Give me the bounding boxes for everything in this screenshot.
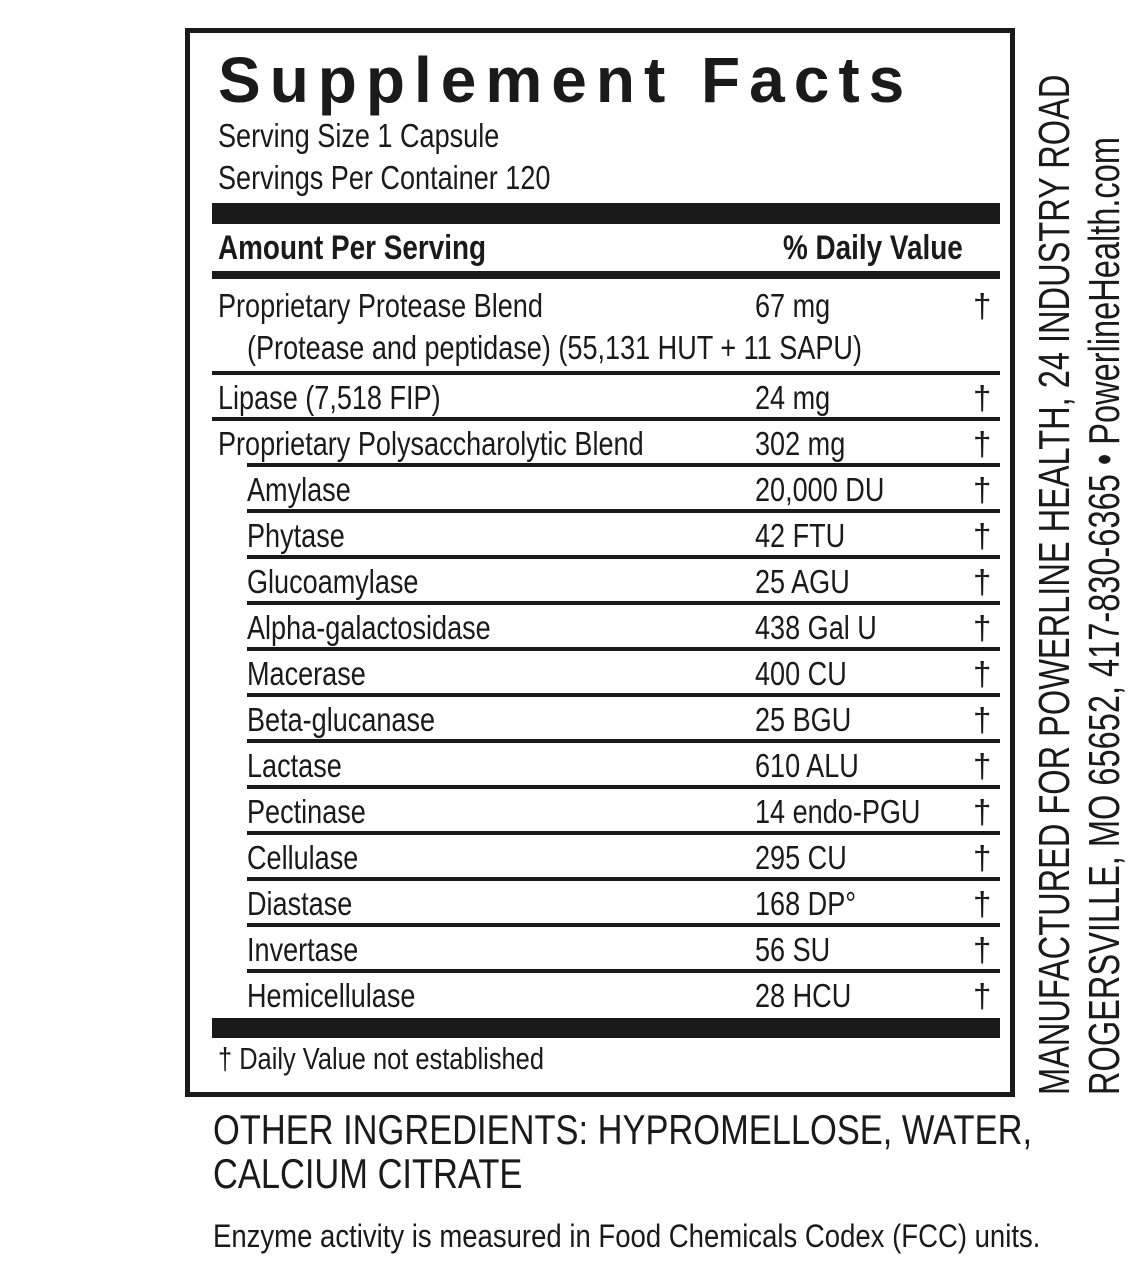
ingredient-name: Hemicellulase [247,977,416,1014]
dagger-mark: † [973,609,992,646]
dagger-mark: † [973,977,992,1014]
ingredient-amount: 24 mg [755,379,831,416]
ingredient-row [190,651,1010,697]
ingredient-name: Proprietary Protease Blend [218,287,543,324]
dagger-mark: † [973,517,992,554]
ingredient-amount: 25 AGU [755,563,850,600]
ingredient-name: Proprietary Polysaccharolytic Blend [218,425,644,462]
ingredient-row [190,743,1010,789]
ingredient-row [190,421,1010,467]
row-divider [247,463,1000,467]
ingredient-name: Beta-glucanase [247,701,436,738]
row-divider [212,417,1000,421]
ingredient-amount: 302 mg [755,425,846,462]
ingredient-row [190,375,1010,421]
ingredient-name: Diastase [247,885,353,922]
row-divider [247,601,1000,605]
ingredient-row [190,559,1010,605]
ingredient-name: Lactase [247,747,342,784]
amount-per-serving-header: Amount Per Serving [218,229,487,267]
row-divider [247,831,1000,835]
ingredient-amount: 42 FTU [755,517,846,554]
dagger-mark: † [973,471,992,508]
row-divider [247,647,1000,651]
ingredient-name: Alpha-galactosidase [247,609,491,646]
ingredient-detail: (Protease and peptidase) (55,131 HUT + 11 SAPU) [247,329,862,366]
row-divider [247,923,1000,927]
ingredient-name: Invertase [247,931,359,968]
ingredient-amount: 438 Gal U [755,609,877,646]
servings-per-container: Servings Per Container 120 [218,159,551,196]
dagger-mark: † [973,839,992,876]
ingredient-row [190,283,1010,366]
ingredient-amount: 67 mg [755,287,831,324]
ingredient-name: Lipase (7,518 FIP) [218,379,441,416]
thick-divider [212,203,1000,224]
ingredient-amount: 168 DP° [755,885,857,922]
other-ingredients: OTHER INGREDIENTS: HYPROMELLOSE, WATER, CALCIUM CITRATE [213,1106,1033,1197]
dagger-mark: † [973,793,992,830]
supplement-facts-panel [185,28,1015,1097]
dagger-mark: † [973,425,992,462]
bottom-thick-divider [212,1018,1000,1038]
ingredient-row [190,927,1010,973]
ingredient-name: Amylase [247,471,351,508]
row-divider [247,785,1000,789]
ingredient-name: Macerase [247,655,366,692]
dagger-mark: † [973,655,992,692]
ingredient-row [190,789,1010,835]
ingredient-name: Phytase [247,517,345,554]
row-divider [247,693,1000,697]
dagger-mark: † [973,287,992,324]
panel-title: Supplement Facts [218,44,914,116]
ingredient-amount: 25 BGU [755,701,852,738]
dagger-mark: † [973,885,992,922]
row-divider [247,877,1000,881]
ingredient-row [190,605,1010,651]
row-divider [247,509,1000,513]
manufacturer-info: MANUFACTURED FOR POWERLINE HEALTH, 24 INDUSTRY ROAD ROGERSVILLE, MO 65652, 417-830-6365 • PowerlineHealth.com [1030,74,1129,1095]
daily-value-header: % Daily Value [783,229,963,267]
ingredient-amount: 28 HCU [755,977,852,1014]
ingredient-row [190,467,1010,513]
dagger-mark: † [973,931,992,968]
ingredient-name: Pectinase [247,793,366,830]
row-divider [247,555,1000,559]
ingredient-name: Glucoamylase [247,563,419,600]
ingredient-name: Cellulase [247,839,359,876]
ingredient-row [190,697,1010,743]
ingredient-amount: 14 endo-PGU [755,793,921,830]
serving-size: Serving Size 1 Capsule [218,117,500,154]
dagger-mark: † [973,563,992,600]
ingredient-row [190,513,1010,559]
ingredient-amount: 295 CU [755,839,847,876]
ingredient-amount: 400 CU [755,655,847,692]
dagger-mark: † [973,747,992,784]
header-divider [212,271,1000,279]
ingredient-amount: 20,000 DU [755,471,885,508]
enzyme-note: Enzyme activity is measured in Food Chemicals Codex (FCC) units. [213,1218,1041,1254]
ingredient-amount: 610 ALU [755,747,859,784]
footnote: † Daily Value not established [218,1041,544,1076]
row-divider [247,969,1000,973]
dagger-mark: † [973,701,992,738]
row-divider [247,739,1000,743]
row-divider [212,371,1000,375]
ingredient-row [190,835,1010,881]
ingredient-amount: 56 SU [755,931,831,968]
ingredient-row [190,973,1010,1019]
dagger-mark: † [973,379,992,416]
ingredient-row [190,881,1010,927]
